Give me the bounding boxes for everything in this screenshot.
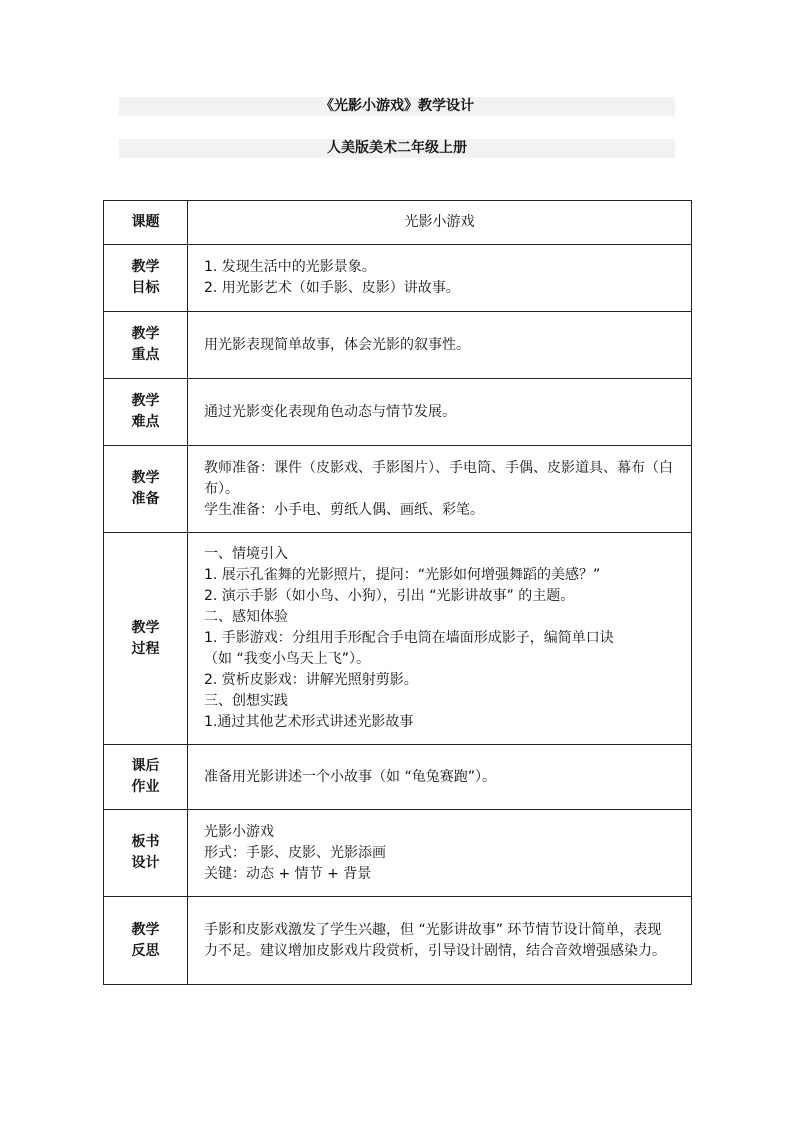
- label-objectives: 教学 目标: [104, 245, 188, 312]
- process-line: 一、情境引入: [204, 546, 288, 562]
- student-preparation: 学生准备：小手电、剪纸人偶、画纸、彩笔。: [204, 501, 484, 518]
- process-line: 1. 手影游戏：分组用手形配合手电筒在墙面形成影子，编简单口诀: [204, 630, 614, 646]
- process-line: （如 “我变小鸟天上飞”）。: [204, 651, 370, 667]
- row-board: [104, 810, 692, 897]
- teacher-preparation: 教师准备：课件（皮影戏、手影图片）、手电筒、手偶、皮影道具、幕布（白布）。: [204, 459, 673, 497]
- document-title: 《光影小游戏》教学设计: [119, 97, 675, 116]
- label-key-points: 教学 重点: [104, 312, 188, 379]
- label-process: 教学 过程: [104, 533, 188, 745]
- lesson-plan-table: [103, 200, 692, 985]
- label-reflection: 教学 反思: [104, 897, 188, 985]
- preparation-content: [188, 446, 692, 533]
- process-line: 二、感知体验: [204, 609, 288, 625]
- row-difficulties: [104, 379, 692, 446]
- document-subtitle: 人美版美术二年级上册: [119, 139, 675, 158]
- process-line: 2. 赏析皮影戏：讲解光照射剪影。: [204, 672, 418, 688]
- row-preparation: [104, 446, 692, 533]
- homework-content: 准备用光影讲述一个小故事（如 “龟兔赛跑”）。: [188, 745, 692, 810]
- key-points-content: 用光影表现简单故事，体会光影的叙事性。: [188, 312, 692, 379]
- row-objectives: [104, 245, 692, 312]
- label-difficulties: 教学 难点: [104, 379, 188, 446]
- row-key-points: [104, 312, 692, 379]
- label-preparation: 教学 准备: [104, 446, 188, 533]
- objectives-content: [188, 245, 692, 312]
- label-board: 板书 设计: [104, 810, 188, 897]
- row-process: [104, 533, 692, 745]
- topic-value: 光影小游戏: [188, 201, 692, 245]
- process-line: 2. 演示手影（如小鸟、小狗），引出 “光影讲故事” 的主题。: [204, 588, 575, 604]
- row-homework: [104, 745, 692, 810]
- objective-item: 1. 发现生活中的光影景象。: [204, 259, 376, 275]
- row-topic: [104, 201, 692, 245]
- process-line: 三、创想实践: [204, 693, 288, 709]
- objective-item: 2. 用光影艺术（如手影、皮影）讲故事。: [204, 280, 460, 296]
- process-line: 1.通过其他艺术形式讲述光影故事: [204, 714, 414, 730]
- process-line: 1. 展示孔雀舞的光影照片，提问：“光影如何增强舞蹈的美感？”: [204, 567, 601, 583]
- process-content: [188, 533, 692, 745]
- label-topic: 课题: [104, 201, 188, 245]
- label-homework: 课后 作业: [104, 745, 188, 810]
- difficulties-content: 通过光影变化表现角色动态与情节发展。: [188, 379, 692, 446]
- board-line: 光影小游戏: [204, 823, 274, 840]
- board-line: 关键：动态 + 情节 + 背景: [204, 865, 372, 882]
- row-reflection: [104, 897, 692, 985]
- board-content: [188, 810, 692, 897]
- board-line: 形式：手影、皮影、光影添画: [204, 844, 386, 861]
- reflection-content: 手影和皮影戏激发了学生兴趣，但 “光影讲故事” 环节情节设计简单，表现力不足。建议增加皮影戏片段赏析，引导设计剧情，结合音效增强感染力。: [188, 897, 692, 985]
